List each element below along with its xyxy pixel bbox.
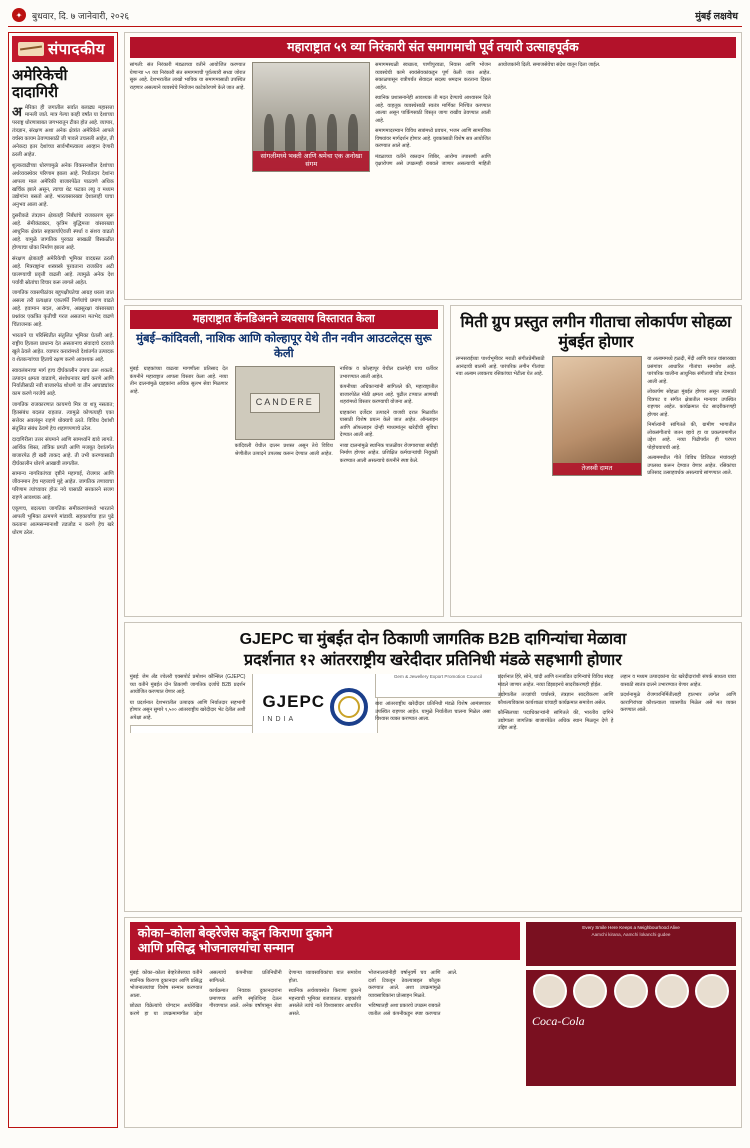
story-gjepc (124, 622, 742, 912)
story-paragraph: नव्या दालनांमुळे स्थानिक पातळीवर रोजगाराच्या संधीही निर्माण होणार आहेत. प्रशिक्षित कर्मचाऱ्यांची नियुक्ती करण्यात आली असल्याचे कंपनीने स्पष्ट केले. (339, 442, 438, 464)
story-sant-samagam (124, 32, 742, 300)
story-headline-lagin-geet: मिती ग्रुप प्रस्तुत लगीन गीताचा लोकार्पण सोहळा मुंबईत होणार (460, 314, 732, 351)
editorial-paragraph: शुल्कवाढीच्या धोरणामुळे अनेक विकसनशील देशांच्या अर्थव्यवस्थेवर परिणाम झाला आहे. निर्यातदार देशांना आपला माल अमेरिकी बाजारपेठेत पाठवणे अधिक खर्चिक झाले असून, त्याचा थेट फटका लघु व मध्यम उद्योगांना बसतो आहे. भारतासारख्या देशालाही याचा अनुभव आला आहे. (12, 162, 114, 209)
story-paragraph: स्थानिक अर्थव्यवस्थेत किराणा दुकाने महत्त्वाची भूमिका बजावतात. ग्राहकांशी असलेले त्यांचे नाते विश्वासावर आधारित असते. (288, 988, 362, 1017)
story-paragraph: मुंबई: ग्राहकांच्या वाढत्या मागणीला प्रतिसाद देत कंपनीने महाराष्ट्रात आपला विस्तार केला आहे. नव्या तीन दालनांमुळे ग्राहकांना अधिक सुलभ सेवा मिळणार आहे. (129, 366, 228, 395)
ad-bottom (526, 1014, 736, 1033)
story-paragraph: या प्रदर्शनात देशभरातील उत्पादक आणि निर्यातदार सहभागी होणार असून सुमारे १,५०० आंतरराष्ट्रीय खरेदीदार भेट देतील अशी अपेक्षा आहे. (129, 699, 246, 721)
page-body (8, 32, 742, 1128)
story-body-coca-cola (130, 970, 520, 1086)
story-coca-cola (124, 917, 742, 1128)
editorial-paragraph: मेरिका ही जगातील सर्वात बलाढ्य महासत्ता मानली जाते. मात्र गेल्या काही वर्षांत या देशाच्या परराष्ट्र धोरणाबाबत जगभरातून टीका होत आहे. व्यापार, तंत्रज्ञान, संरक्षण अशा अनेक क्षेत्रांत अमेरिकेने आपले वर्चस्व कायम ठेवण्यासाठी जी पावले उचलली आहेत, ती अनेकदा इतर देशांच्या सार्वभौमत्वाला आव्हान देणारी ठरली आहेत. (12, 104, 114, 158)
story-paragraph: या अल्बममध्ये हळदी, मेंदी आणि वरात यांसारख्या प्रसंगांवर आधारित गीतांचा समावेश आहे. पारंपरिक चालींना आधुनिक संगीताची जोड देण्यात आली आहे. (647, 356, 736, 385)
story-paragraph: मंडळाच्या वतीने रक्तदान शिबिर, आरोग्य तपासणी आणि वृक्षारोपण असे उपक्रमही राबवले जाणार असल्याची माहिती आयोजकांनी दिली. समाजसेवेचा संदेश यातून दिला जाईल. (375, 62, 601, 167)
story-paragraph: लग्नसराईच्या पार्श्वभूमीवर मराठी संगीतप्रेमींसाठी आनंदाची बातमी आहे. पारंपरिक लगीन गीतांचा नवा अल्बम लवकरच रसिकांच्या भेटीला येत आहे. (455, 356, 545, 378)
story-subhead-canadian: मुंबई–कांदिवली, नाशिक आणि कोल्हापूर येथे तीन नवीन आउटलेट्स सुरू केली (136, 333, 432, 361)
story-paragraph: कौन्सिलच्या पदाधिकाऱ्यांनी सांगितले की, भारतीय दागिने उद्योगाला जागतिक बाजारपेठेत अधिक स्थान मिळवून देणे हे उद्दिष्ट आहे. (497, 710, 614, 732)
story-paragraph: अल्बममधील गीते विविध डिजिटल मंचांवरही उपलब्ध करून देण्यात येणार आहेत. रसिकांचा प्रतिसाद उत्साहवर्धक असल्याचे सांगण्यात आले. (647, 455, 736, 477)
story-canadian-expansion (124, 305, 444, 617)
story-paragraph: प्रदर्शनात हिरे, सोने, चांदी आणि रत्नजडित दागिन्यांचे विविध संग्रह मांडले जाणार आहेत. नव्या डिझाइनचे सादरीकरणही होईल. (497, 674, 614, 688)
editorial-paragraph: दुसरीकडे तंत्रज्ञान क्षेत्रातही निर्बंधांचे राजकारण सुरू आहे. सेमीकंडक्टर, कृत्रिम बुद्धिमत्ता यांसारख्या आधुनिक क्षेत्रांत सहकार्याऐवजी स्पर्धा व संशय वाढतो आहे. यामुळे जागतिक पुरवठा साखळी विस्कळीत होण्याचा धोका निर्माण झाला आहे. (12, 213, 114, 251)
sant-samagam-photo (252, 62, 370, 172)
editorial-band-label: संपादकीय (48, 41, 106, 58)
gjepc-logo-word: GJEPC (262, 692, 326, 712)
story-paragraph: भोजनालयांनीही वर्षानुवर्षे चव आणि दर्जा टिकवून ठेवल्याबद्दल कौतुक करण्यात आले. अशा उपक्रमांमुळे व्यावसायिकांना प्रोत्साहन मिळते. (368, 970, 441, 999)
editorial-body (12, 105, 114, 541)
story-band-canadian: महाराष्ट्रात कॅनडिअनने व्यवसाय विस्तारात केला (130, 310, 438, 329)
ad-faces (526, 970, 736, 1014)
story-body-lagin-geet (456, 356, 736, 478)
story-headline-gjepc-line2: प्रदर्शनात १२ आंतरराष्ट्रीय खरेदीदार प्रतिनिधी मंडळे सहभागी होणार (244, 651, 622, 669)
ad-top-text: Every Smile Here Keeps a Neighbourhood Alive (582, 925, 680, 930)
editorial-paragraph: सामान्य नागरिकांच्या दृष्टीने महागाई, रोजगार आणि जीवनमान हेच महत्त्वाचे मुद्दे आहेत. जागतिक तणावाचा परिणाम त्यांच्यावर होऊ नये यासाठी सरकारने सजग राहणे आवश्यक आहे. (12, 471, 114, 502)
coca-cola-ad-photo (526, 970, 736, 1086)
story-paragraph: मुंबई: जेम अँड ज्वेलरी एक्सपोर्ट प्रमोशन कौन्सिल (GJEPC) च्या वतीने मुंबईत दोन ठिकाणी जागतिक दर्जाचे B2B प्रदर्शन आयोजित करण्यात येणार आहे. (129, 674, 246, 696)
editorial-title: अमेरिकेची दादागिरी (12, 67, 68, 102)
story-paragraph: समागमस्थळी स्वच्छता, पाणीपुरवठा, निवास आणि भोजन व्यवस्थेची कामे स्वयंसेवकांकडून पूर्ण केली जात आहेत. सकाळपासून रात्रीपर्यंत सेवादल सदस्य श्रमदान करताना दिसत आहेत. (375, 62, 491, 91)
story-paragraph: सांगली: संत निरंकारी मंडळाच्या वतीने आयोजित करण्यात येणाऱ्या ५९ व्या निरंकारी संत समागमाची पूर्वतयारी सध्या जोरात सुरू आहे. देशभरातील लाखो भाविक या समागमासाठी उपस्थित राहणार असल्याने व्यवस्थेचे नियोजन काटेकोरपणे केले जात आहे. (129, 62, 246, 91)
story-band-coca-cola (130, 922, 520, 960)
story-paragraph: भविष्यातही अशा प्रकारचे उपक्रम राबवले जातील असे कंपनीकडून स्पष्ट करण्यात आले. (368, 970, 458, 1017)
pen-nib-icon (18, 42, 44, 56)
photo-figures (253, 104, 369, 154)
story-paragraph: समागमादरम्यान विविध सत्रांमध्ये प्रवचन, भजन आणि सामाजिक विषयांवर मार्गदर्शन होणार आहे. युवकांसाठी विशेष सत्र आयोजित करण्यात आले आहे. (375, 128, 491, 149)
masthead (8, 6, 742, 27)
album-poster-photo (552, 356, 643, 476)
story-body-sant-samagam (130, 62, 736, 172)
ad-sub-text: Aamchi kirana, Aamchi lokanchi gudee (591, 931, 671, 937)
story-paragraph: स्थानिक प्रशासनानेही आवश्यक ती मदत देण्याचे आश्वासन दिले आहे. वाहतूक व्यवस्थेसाठी स्वतंत्र मार्गिका निश्चित करण्यात आल्या असून पार्किंगसाठी विस्तृत जागा राखीव ठेवण्यात आली आहे. (375, 95, 491, 124)
gjepc-ring-icon (330, 688, 368, 726)
masthead-paper-name: मुंबई लक्षवेध (695, 10, 738, 22)
story-paragraph: कार्यक्रमात निवडक दुकानदारांना प्रमाणपत्र आणि स्मृतिचिन्ह देऊन गौरवण्यात आले. अनेक वर्षांपासून सेवा देणाऱ्या व्यावसायिकांचा यात समावेश होता. (209, 970, 362, 1009)
story-paragraph: निर्मात्यांनी सांगितले की, ग्रामीण भागातील लोकसंगीताचे जतन व्हावे हा या प्रकल्पामागील उद्देश आहे. नव्या पिढीपर्यंत ही परंपरा पोहोचवायची आहे. (647, 422, 736, 451)
editorial-paragraph: दादागिरीला उत्तर संयमाने आणि सामर्थ्याने द्यावे लागते. आर्थिक शिस्त, तांत्रिक प्रगती आणि मजबूत देशांतर्गत बाजारपेठ ही खरी ताकद आहे. ती उभी करण्यासाठी दीर्घकालीन धोरणे आखावी लागतील. (12, 436, 114, 467)
store-sign-text: CANDERE (250, 393, 320, 413)
editorial-paragraph: जागतिक व्यासपीठांवर बहुपक्षीयतेचा आग्रह धरला जात असला तरी प्रत्यक्षात एकतर्फी निर्णयांचे प्रमाण वाढते आहे. हवामान बदल, आरोग्य, अन्नसुरक्षा यांसारख्या प्रश्नांवर एकत्रित कृतीची गरज असताना मतभेद वाढणे चिंताजनक आहे. (12, 290, 114, 329)
editorial-paragraph: स्वावलंबनाचा मार्ग हाच दीर्घकालीन उपाय ठरू शकतो. उत्पादन क्षमता वाढवणे, संशोधनावर खर्च करणे आणि निर्यातीसाठी नवी बाजारपेठ शोधणे या तीन आघाड्यांवर काम करणे गरजेचे आहे. (12, 367, 114, 398)
editorial-band (12, 36, 114, 62)
story-paragraph: छोट्या विक्रेत्यांचे योगदान अधोरेखित करणे हा या उपक्रमामागील उद्देश असल्याचे कंपनीच्या प्रतिनिधींनी सांगितले. (129, 970, 282, 1017)
story-band-line2: आणि प्रसिद्ध भोजनालयांचा सन्मान (137, 941, 294, 955)
photo-caption: तेजस्वी दामत (553, 463, 642, 475)
editorial-paragraph: अ (12, 103, 22, 119)
story-paragraph: लोकार्पण सोहळा मुंबईत होणार असून त्यासाठी चित्रपट व संगीत क्षेत्रातील मान्यवर उपस्थित राहणार आहेत. कार्यक्रमात थेट सादरीकरणही होणार आहे. (647, 389, 736, 418)
masthead-date: बुधवार, दि. ७ जानेवारी, २०२६ (32, 10, 130, 21)
story-paragraph: उद्योगातील तज्ज्ञांची चर्चासत्रे, तंत्रज्ञान सादरीकरण आणि कौशल्यविकास कार्यशाळा यांचाही कार्यक्रमात समावेश असेल. (497, 692, 614, 706)
gjepc-logo-sub: INDIA (262, 715, 297, 723)
coca-cola-script-logo: Coca-Cola (532, 1014, 585, 1028)
story-paragraph: बारा आंतरराष्ट्रीय खरेदीदार प्रतिनिधी मंडळे विशेष आमंत्रणावर उपस्थित राहणार आहेत. यामुळे निर्यातीला चालना मिळेल असा विश्वास व्यक्त करण्यात आला. (375, 701, 491, 723)
story-headline-gjepc-line1: GJEPC चा मुंबईत दोन ठिकाणी जागतिक B2B दागिन्यांचा मेळावा (239, 631, 627, 648)
editorial-paragraph: संरक्षण क्षेत्रातही अमेरिकेची भूमिका वादग्रस्त ठरली आहे. मित्रराष्ट्रांना शस्त्रास्त्रे पुरवताना राजकीय अटी घालण्याची प्रवृत्ती वाढली आहे. त्यामुळे अनेक देश पर्यायी स्रोतांचा विचार करू लागले आहेत. (12, 255, 114, 286)
editorial-paragraph: जागतिक राजकारणात कायमचे मित्र वा शत्रू नसतात; हितसंबंध बदलत राहतात. त्यामुळे कोणत्याही एका सत्तेवर अवलंबून राहणे धोक्याचे ठरते. विविध देशांशी संतुलित संबंध ठेवणे हेच शहाणपणाचे ठरेल. (12, 402, 114, 432)
story-paragraph: लहान व मध्यम उत्पादकांना थेट खरेदीदारांशी संपर्क साधता यावा यासाठी स्वतंत्र दालने उभारण्यात येणार आहेत. (620, 674, 736, 688)
story-paragraph: प्रदर्शनामुळे रोजगारनिर्मितीलाही हातभार लागेल आणि कारागिरांच्या कौशल्याला व्यासपीठ मिळेल असे मत व्यक्त करण्यात आले. (620, 692, 736, 714)
photo-caption: सांगलीमध्ये भक्ती आणि श्रमेचा एक अनोखा संगम (253, 151, 369, 171)
main-column (124, 32, 742, 1128)
story-paragraph: मुंबई: कोका–कोला बेव्हरेजेसच्या वतीने स्थानिक किराणा दुकानदार आणि प्रसिद्ध भोजनालयांचा विशेष सन्मान करण्यात आला. (129, 970, 203, 999)
editorial-paragraph: एकूणच, बदलत्या जागतिक समीकरणांमध्ये भारताने आपली भूमिका ठामपणे मांडावी. सहकार्याचा हात पुढे करताना आत्मसन्मानाशी तडजोड न करणे हेच खरे धोरण ठरेल. (12, 506, 114, 536)
story-paragraph: कंपनीच्या अधिकाऱ्यांनी सांगितले की, महाराष्ट्रातील बाजारपेठेत मोठी क्षमता आहे. पुढील टप्प्यात आणखी शहरांमध्ये विस्तार करण्याची योजना आहे. (339, 384, 438, 406)
gjepc-logo-caption: Gem & Jewellery Export Promotion Council (393, 674, 482, 680)
newspaper-mark-icon: ✦ (12, 8, 26, 22)
story-body-canadian (130, 366, 438, 465)
story-band-sant-samagam: महाराष्ट्रात ५९ व्या निरंकारी संत समागमाची पूर्व तयारी उत्साहपूर्वक (130, 37, 736, 58)
editorial-column (8, 32, 118, 1128)
story-paragraph: कांदिवली येथील दालन प्रशस्त असून तेथे विविध श्रेणीतील उत्पादने उपलब्ध करून देण्यात आली आहेत. नाशिक व कोल्हापूर येथील दालनेही याच धर्तीवर उभारण्यात आली आहेत. (234, 366, 438, 457)
coca-cola-ad-panel (526, 922, 736, 966)
story-body-gjepc (130, 674, 736, 733)
story-lagin-geet (450, 305, 742, 617)
row-two-stories (124, 305, 742, 617)
editorial-paragraph: भारताने या परिस्थितीत संतुलित भूमिका घेतली आहे. राष्ट्रीय हिताला प्राधान्य देत असतानाच संवादाचे दरवाजे खुले ठेवले आहेत. व्यापार करारांमध्ये देशांतर्गत उत्पादक व शेतकऱ्यांच्या हिताचे रक्षण करणे आवश्यक आहे. (12, 332, 114, 363)
store-front-photo (235, 366, 335, 440)
masthead-left (12, 8, 129, 22)
story-band-line1: कोका–कोला बेव्हरेजेस कडून किराणा दुकाने (137, 926, 333, 940)
story-paragraph: ग्राहकांना दर्जेदार उत्पादने वाजवी दरात मिळावीत यासाठी विशेष प्रयत्न केले जात आहेत. ऑनलाइन आणि ऑफलाइन दोन्ही माध्यमांतून खरेदीची सुविधा देण्यात आली आहे. (339, 409, 438, 439)
